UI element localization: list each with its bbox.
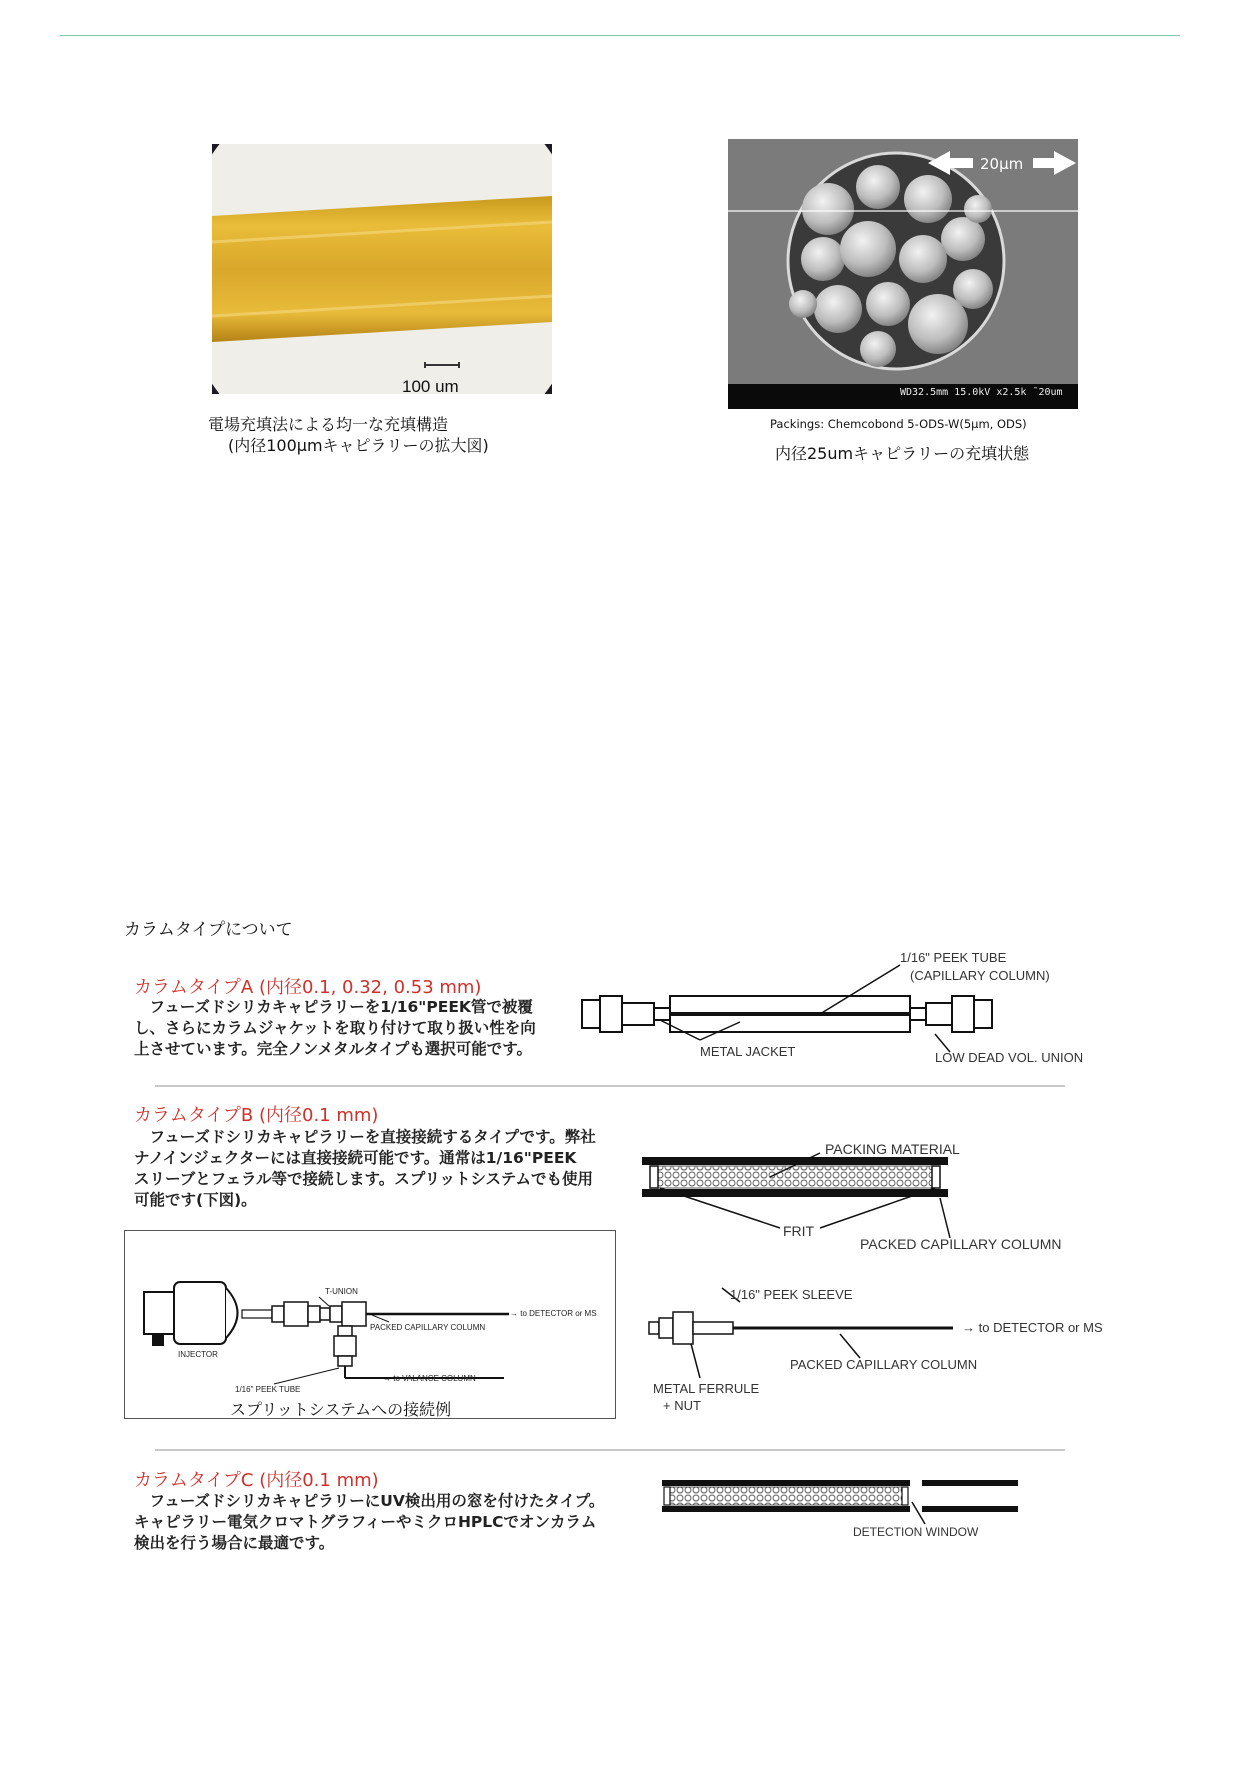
type-b-line3: スリーブとフェラル等で接続します。スプリットシステムでも使用 [134, 1170, 593, 1188]
type-b-label-sleeve: 1/16" PEEK SLEEVE [730, 1287, 853, 1302]
split-label-peek-tube: 1/16" PEEK TUBE [235, 1385, 301, 1394]
type-b-label-nut: + NUT [663, 1398, 701, 1413]
sem-scale-label: 20μm [980, 155, 1024, 173]
split-label-packed: PACKED CAPILLARY COLUMN [370, 1323, 486, 1332]
type-b-label-packing: PACKING MATERIAL [825, 1141, 960, 1157]
type-c-title: カラムタイプC (内径0.1 mm) [134, 1470, 379, 1491]
type-a-line3: 上させています。完全ノンメタルタイプも選択可能です。 [134, 1040, 533, 1058]
split-label-valance: → to VALANCE COLUMN [383, 1374, 476, 1383]
type-a-label-peek-tube: 1/16" PEEK TUBE [900, 950, 1007, 965]
type-c-line3: 検出を行う場合に最適です。 [134, 1534, 335, 1552]
type-a-title: カラムタイプA (内径0.1, 0.32, 0.53 mm) [134, 977, 482, 998]
type-a-label-capillary: (CAPILLARY COLUMN) [910, 968, 1050, 983]
split-label-injector: INJECTOR [178, 1350, 218, 1359]
section-title: カラムタイプについて [124, 920, 293, 940]
micro-scale-label: 100 um [402, 377, 459, 396]
type-b-label-packed2: PACKED CAPILLARY COLUMN [790, 1357, 978, 1372]
micro-caption-line1: 電場充填法による均一な充填構造 [208, 415, 449, 434]
sem-info-bar: WD32.5mm 15.0kV x2.5k ̄ 20um [900, 387, 1063, 398]
type-a-line2: し、さらにカラムジャケットを取り付けて取り扱い性を向 [134, 1019, 536, 1037]
type-b-label-packed: PACKED CAPILLARY COLUMN [860, 1236, 1062, 1252]
split-label-detector: → to DETECTOR or MS [510, 1309, 597, 1318]
type-a-label-jacket: METAL JACKET [700, 1044, 796, 1059]
type-c-label-window: DETECTION WINDOW [853, 1525, 979, 1539]
sem-caption-small: Packings: Chemcobond 5-ODS-W(5μm, ODS) [770, 417, 1027, 431]
type-b-label-frit: FRIT [783, 1223, 815, 1239]
type-a-line1: フューズドシリカキャピラリーを1/16"PEEK管で被覆 [134, 998, 533, 1016]
sem-caption: 内径25umキャピラリーの充填状態 [775, 444, 1030, 463]
split-caption: スプリットシステムへの接続例 [230, 1400, 452, 1419]
type-c-line2: キャピラリー電気クロマトグラフィーやミクロHPLCでオンカラム [134, 1513, 597, 1531]
type-b-line1: フューズドシリカキャピラリーを直接接続するタイプです。弊社 [134, 1128, 596, 1146]
type-b-label-detector: → to DETECTOR or MS [962, 1320, 1103, 1335]
type-b-label-ferrule: METAL FERRULE [653, 1381, 760, 1396]
micro-caption-line2: (内径100μmキャピラリーの拡大図) [228, 436, 489, 455]
type-b-line4: 可能です(下図)。 [134, 1191, 257, 1209]
type-a-label-union: LOW DEAD VOL. UNION [935, 1050, 1084, 1065]
type-c-line1: フューズドシリカキャピラリーにUV検出用の窓を付けたタイプ。 [134, 1492, 605, 1510]
type-b-title: カラムタイプB (内径0.1 mm) [134, 1105, 379, 1126]
type-b-line2: ナノインジェクターには直接接続可能です。通常は1/16"PEEK [134, 1149, 577, 1167]
split-label-t-union: T-UNION [325, 1287, 358, 1296]
